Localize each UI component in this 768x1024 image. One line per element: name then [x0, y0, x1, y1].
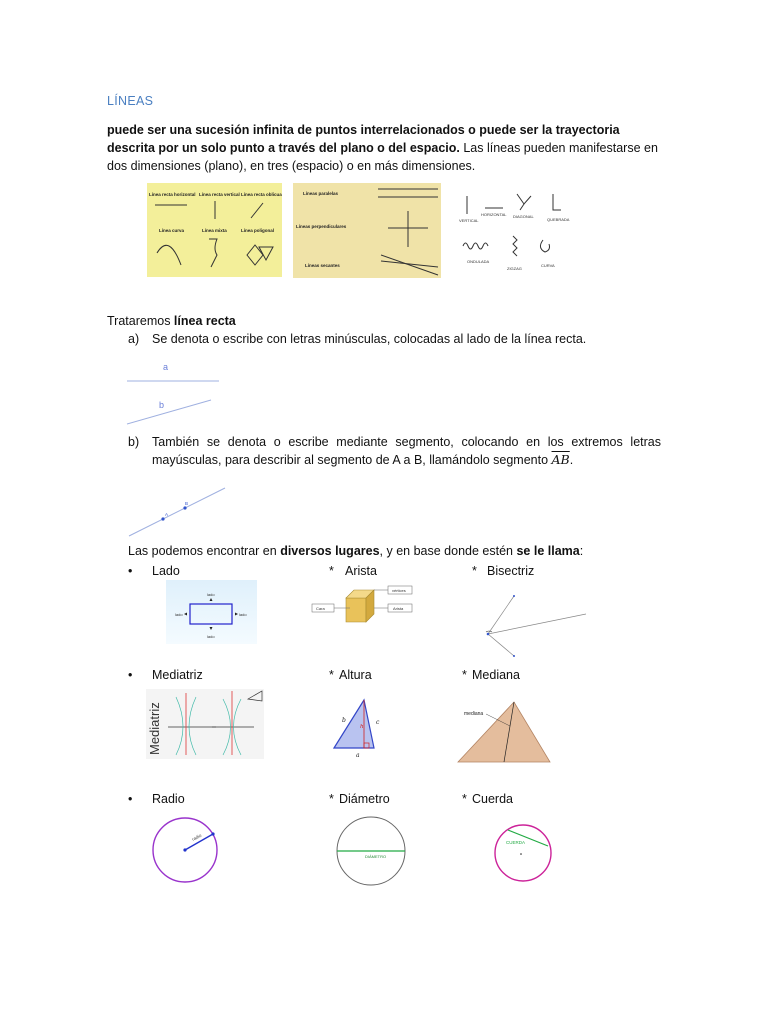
star-bisectriz: * [472, 564, 477, 578]
intro-paragraph [107, 121, 663, 175]
lado-bottom-label: lado [207, 634, 215, 639]
altura-h-label: h [360, 724, 364, 730]
shape-diagonal [517, 194, 531, 204]
intro-bold: puede ser una sucesión infinita de puntos interrelacionados o puede ser la trayectoria descrita por un solo punto a través del plano o del espacio. [107, 123, 620, 155]
line-shapes-svg [455, 188, 580, 276]
fig2-label-perpendicular: Líneas perpendiculares [296, 224, 347, 229]
star-arista: * [329, 564, 334, 578]
label-arista: Arista [345, 564, 377, 578]
secant-line-1 [381, 261, 438, 267]
item-a-label: a) [128, 332, 140, 346]
caption-broken: QUEBRADA [547, 217, 570, 222]
lado-top-label: lado [207, 592, 215, 597]
radio-figure [149, 814, 223, 888]
recta-heading [107, 312, 236, 330]
fig2-label-secant: Líneas secantes [305, 263, 340, 268]
line-b [127, 400, 211, 424]
shape-wavy [463, 243, 488, 249]
fig1-label-vertical: Línea recta vertical [199, 192, 240, 197]
mixed-line [209, 239, 217, 267]
caption-horizontal: HORIZONTAL [481, 212, 507, 217]
bisector-ray [488, 614, 586, 634]
set-square-icon [248, 691, 262, 701]
bisectriz-svg [472, 584, 588, 660]
bullet-mediatriz: • [128, 668, 133, 682]
mediana-label: mediana [464, 711, 484, 717]
star-cuerda: * [462, 792, 467, 806]
arista-label: Arista [393, 606, 404, 611]
radio-svg [149, 814, 223, 888]
cuerda-circle [495, 825, 551, 881]
segment-ab-svg [127, 484, 227, 538]
altura-svg [330, 694, 388, 758]
diametro-svg [333, 814, 409, 888]
shape-diagonal-tail [520, 204, 524, 210]
item-b-text [152, 433, 661, 469]
label-lado: Lado [152, 564, 180, 578]
bullet-radio: • [128, 792, 133, 806]
altura-side-c: c [376, 719, 380, 726]
item-b-label: b) [128, 435, 140, 449]
altura-triangle [334, 700, 374, 748]
cuerda-label: CUERDA [506, 840, 526, 845]
altura-base-a: a [356, 752, 360, 759]
altura-side-b: b [342, 717, 346, 724]
diametro-label: DIÁMETRO [365, 854, 387, 859]
item-a-text: Se denota o escribe con letras minúsculas, colocadas al lado de la línea recta. [152, 332, 587, 346]
fig1-label-horizontal: Línea recta horizontal [149, 192, 196, 197]
lado-arrows [184, 598, 238, 630]
bullet-lado: • [128, 564, 133, 578]
page-title: LÍNEAS [107, 94, 154, 108]
label-mediatriz: Mediatriz [152, 668, 203, 682]
ray-2-point [513, 655, 515, 657]
altura-figure [330, 694, 388, 758]
radio-endpoint [211, 832, 214, 835]
line-b-label: b [159, 400, 165, 410]
caption-curve: CURVA [541, 263, 555, 268]
recta-heading-bold: línea recta [173, 314, 236, 328]
curve-line [157, 245, 181, 265]
mediatriz-figure [146, 689, 264, 759]
diamond-shape [247, 245, 263, 265]
line-types-figure [147, 183, 282, 277]
lugares-b2: se le llama [516, 544, 580, 558]
line-types-svg [147, 183, 282, 277]
cuerda-svg [490, 822, 556, 884]
point-b-label: B [185, 501, 189, 506]
label-cuerda: Cuerda [472, 792, 513, 806]
mediatriz-vertical-word: Mediatriz [147, 702, 162, 755]
mediatriz-svg [146, 689, 264, 759]
cara-label: Cara [316, 606, 325, 611]
line-relations-figure [293, 183, 441, 278]
ray-1-point [513, 595, 515, 597]
label-mediana: Mediana [472, 668, 520, 682]
segment-ab-figure [127, 484, 227, 538]
bisectriz-figure [472, 584, 588, 660]
fig1-label-oblique: Línea recta oblicua [241, 192, 282, 197]
segment-line [129, 488, 225, 536]
point-a-label: A [165, 512, 169, 517]
vertex-point [487, 633, 490, 636]
caption-zigzag: ZIGZAG [507, 266, 522, 271]
diametro-figure [333, 814, 409, 888]
point-b-marker [183, 506, 186, 509]
arista-svg [304, 584, 416, 628]
lado-left-label: lado [175, 612, 183, 617]
fig1-label-polygonal: Línea poligonal [241, 228, 275, 233]
label-radio: Radio [152, 792, 185, 806]
star-diametro: * [329, 792, 334, 806]
shape-curve [540, 240, 549, 252]
lado-figure [166, 580, 257, 644]
recta-heading-normal: Trataremos [107, 314, 174, 328]
lugares-p2: , y en base donde estén [379, 544, 517, 558]
radio-label: radio [191, 832, 203, 842]
item-b-body: También se denota o escribe mediante segmento, colocando en los extremos letras mayúsculas, para describir al segmento de A a B, llamándolo segmento [152, 435, 661, 467]
lado-svg [166, 580, 257, 644]
arc-1b [189, 697, 196, 755]
arc-1a [176, 697, 183, 755]
line-shapes-figure [455, 188, 580, 276]
item-b-end: . [569, 453, 574, 467]
vertices-label: vértices [392, 588, 406, 593]
cuerda-center [520, 853, 522, 855]
cuerda-figure [490, 822, 556, 884]
label-bisectriz: Bisectriz [487, 564, 535, 578]
lugares-b1: diversos lugares [280, 544, 380, 558]
mediana-svg [456, 700, 552, 764]
star-altura: * [329, 668, 334, 682]
arista-figure [304, 584, 416, 628]
angle-ray-1 [488, 596, 514, 634]
caption-vertical: VERTICAL [459, 218, 479, 223]
lowercase-lines-figure [125, 358, 225, 430]
lugares-p3: : [579, 544, 584, 558]
shape-broken [553, 194, 561, 210]
angle-arc [486, 631, 492, 632]
lowercase-lines-svg [125, 358, 225, 430]
star-mediana: * [462, 668, 467, 682]
line-a-label: a [163, 362, 169, 372]
mediana-figure [456, 700, 552, 764]
secant-line-2 [381, 255, 438, 275]
fig1-label-curve: Línea curva [159, 228, 185, 233]
lado-right-label: lado [239, 612, 247, 617]
label-altura: Altura [339, 668, 372, 682]
radio-center [183, 848, 186, 851]
label-diametro: Diámetro [339, 792, 390, 806]
lugares-p1: Las podemos encontrar en [128, 544, 281, 558]
fig1-label-mixed: Línea mixta [202, 228, 227, 233]
caption-wavy: ONDULADA [467, 259, 490, 264]
caption-diagonal: DIAGONAL [513, 214, 534, 219]
segment-ab-notation: $\overline{AB}$ [551, 452, 570, 467]
cube-front [346, 598, 366, 622]
shape-zigzag [513, 236, 517, 256]
angle-ray-2 [488, 634, 514, 656]
lugares-paragraph [128, 542, 583, 560]
oblique-line [251, 203, 263, 218]
lado-rectangle [190, 604, 232, 624]
intro-normal: Las líneas pueden manifestarse en dos dimensiones (plano), en tres (espacio) o en más dimensiones. [107, 141, 658, 173]
point-a-marker [161, 517, 164, 520]
fig2-label-parallel: Líneas paralelas [303, 191, 339, 196]
line-relations-svg [293, 183, 441, 278]
